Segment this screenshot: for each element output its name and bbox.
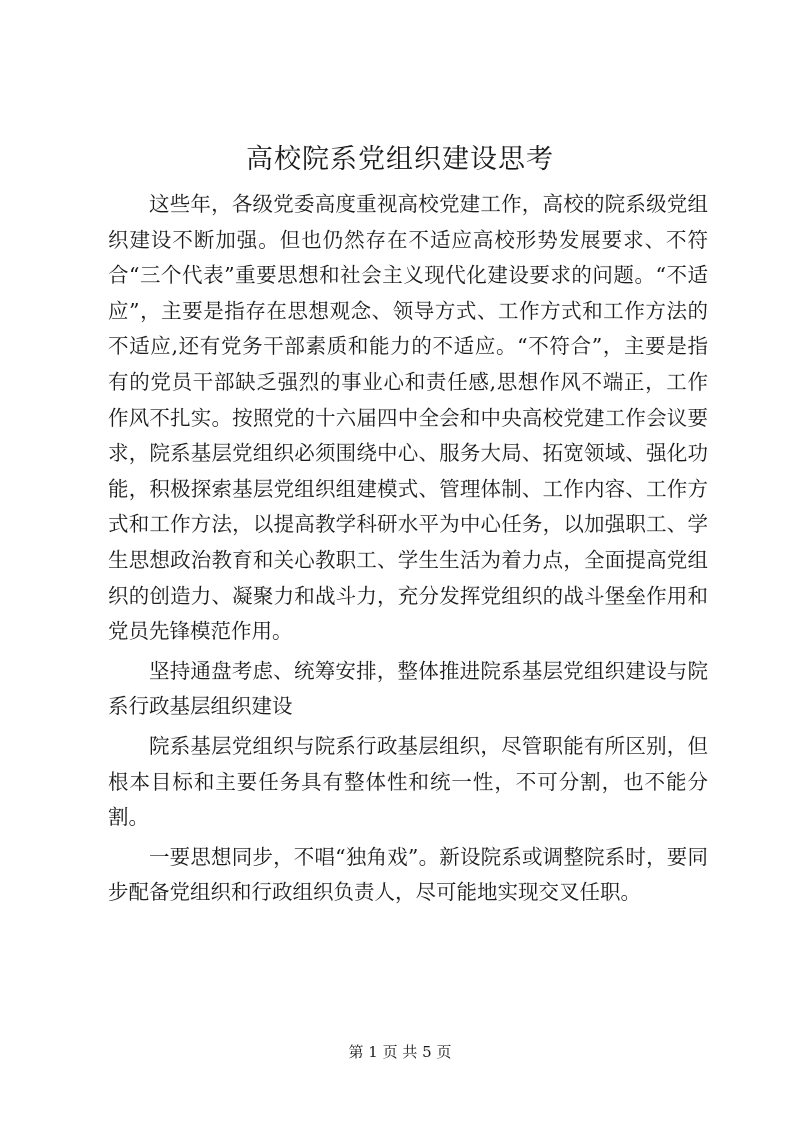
document-body	[108, 187, 708, 915]
paragraph-3: 院系基层党组织与院系行政基层组织，尽管职能有所区别，但根本目标和主要任务具有整体性和统一性，不可分割，也不能分割。	[108, 733, 708, 830]
paragraph-4: 一要思想同步，不唱“独角戏”。新设院系或调整院系时，要同步配备党组织和行政组织负责人，尽可能地实现交叉任职。	[108, 844, 708, 905]
document-title: 高校院系党组织建设思考	[246, 144, 554, 175]
page-number-footer: 第 1 页 共 5 页	[348, 1043, 452, 1061]
paragraph-2: 坚持通盘考虑、统筹安排，整体推进院系基层党组织建设与院系行政基层组织建设	[108, 658, 708, 719]
paragraph-1: 这些年，各级党委高度重视高校党建工作，高校的院系级党组织建设不断加强。但也仍然存在不适应高校形势发展要求、不符合“三个代表”重要思想和社会主义现代化建设要求的问题。“不适应”，主要是指存在思想观念、领导方式、工作方式和工作方法的不适应,还有党务干部素质和能力的不适应。“不符合”，主要是指有的党员干部缺乏强烈的事业心和责任感,思想作风不端正，工作作风不扎实。按照党的十六届四中全会和中央高校党建工作会议要求，院系基层党组织必须围绕中心、服务大局、拓宽领域、强化功能，积极探索基层党组织组建模式、管理体制、工作内容、工作方式和工作方法，以提高教学科研水平为中心任务，以加强职工、学生思想政治教育和关心教职工、学生生活为着力点，全面提高党组织的创造力、凝聚力和战斗力，充分发挥党组织的战斗堡垒作用和党员先锋模范作用。	[108, 192, 708, 644]
